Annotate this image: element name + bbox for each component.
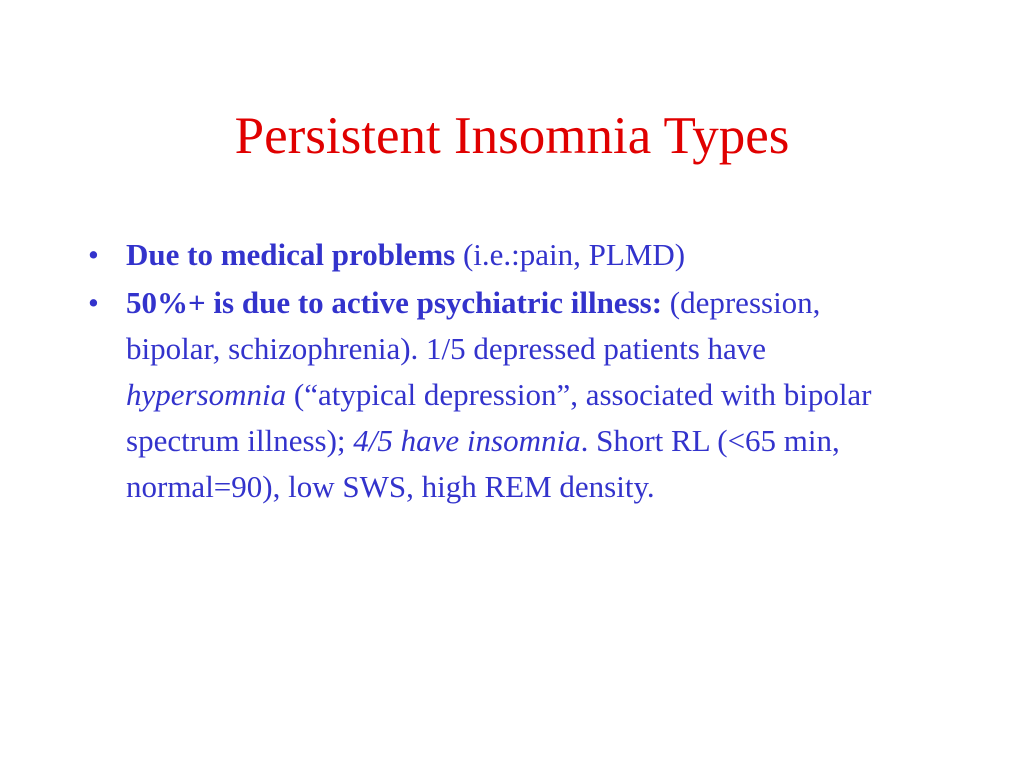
bullet-text: (“atypical depression”, associated with bipolar spectrum illness);	[126, 377, 872, 458]
bullet-text: (i.e.:pain, PLMD)	[455, 237, 686, 272]
bullet-icon: •	[88, 285, 99, 320]
bullet-icon: •	[88, 237, 99, 272]
bullet-list	[88, 232, 908, 510]
bullet-text: . Short RL (<65 min, normal=90), low SWS, high REM density.	[126, 423, 840, 504]
slide-title: Persistent Insomnia Types	[234, 107, 790, 165]
bullet-item-medical	[88, 232, 908, 278]
bullet-heading: Due to medical problems	[126, 237, 456, 272]
bullet-heading: 50%+ is due to active psychiatric illness:	[126, 285, 663, 320]
bullet-item-psychiatric	[88, 280, 908, 510]
bullet-text: (depression, bipolar, schizophrenia). 1/5 depressed patients have	[126, 285, 821, 366]
bullet-italic-term: 4/5 have insomnia	[353, 423, 581, 458]
bullet-italic-term: hypersomnia	[126, 377, 287, 412]
